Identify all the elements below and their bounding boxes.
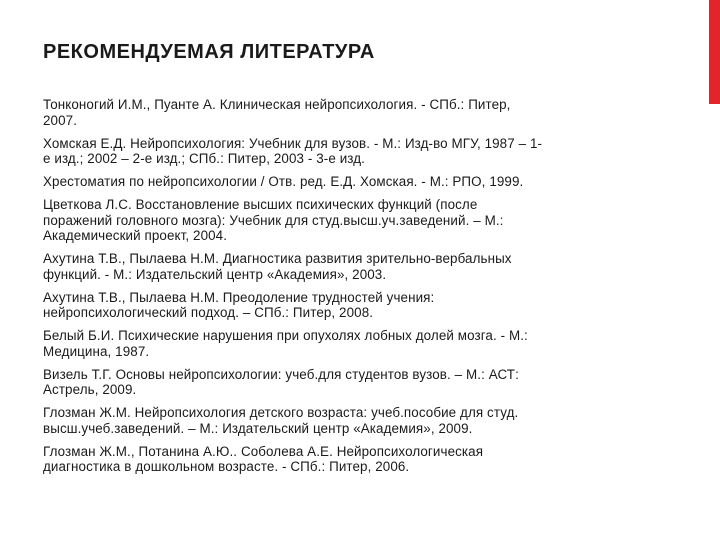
reference-item: Глозман Ж.М., Потанина А.Ю.. Соболева А.Е. Нейропсихологическая диагностика в дошкольном возрасте. - СПб.: Питер, 2006. [43,443,484,474]
reference-item: Тонконогий И.М., Пуанте А. Клиническая нейропсихология. - СПб.: Питер, 2007. [43,97,511,128]
reference-item: Хомская Е.Д. Нейропсихология: Учебник для вузов. - М.: Изд-во МГУ, 1987 – 1- е изд.; 2002 – 2-е изд.; СПб.: Питер, 2003 - 3-е изд. [43,135,543,166]
reference-item: Белый Б.И. Психические нарушения при опухолях лобных долей мозга. - М.: Медицина, 1987. [43,328,528,359]
slide-title: РЕКОМЕНДУЕМАЯ ЛИТЕРАТУРА [43,41,375,63]
reference-item: Визель Т.Г. Основы нейропсихологии: учеб.для студентов вузов. – М.: АСТ: Астрель, 2009. [43,366,519,397]
accent-bar [709,0,720,104]
reference-list [43,97,643,482]
reference-item: Глозман Ж.М. Нейропсихология детского возраста: учеб.пособие для студ. высш.учеб.заведений. – М.: Издательский центр «Академия», 2009. [43,405,519,436]
reference-item: Хрестоматия по нейропсихологии / Отв. ред. Е.Д. Хомская. - М.: РПО, 1999. [43,174,524,189]
reference-item: Ахутина Т.В., Пылаева Н.М. Преодоление трудностей учения: нейропсихологический подход. – СПб.: Питер, 2008. [43,289,435,320]
reference-item: Цветкова Л.С. Восстановление высших психических функций (после поражений головного мозга): Учебник для студ.высш.уч.заведений. – М.: Академический проект, 2004. [43,197,504,243]
reference-item: Ахутина Т.В., Пылаева Н.М. Диагностика развития зрительно-вербальных функций. - М.: Издательский центр «Академия», 2003. [43,251,512,282]
